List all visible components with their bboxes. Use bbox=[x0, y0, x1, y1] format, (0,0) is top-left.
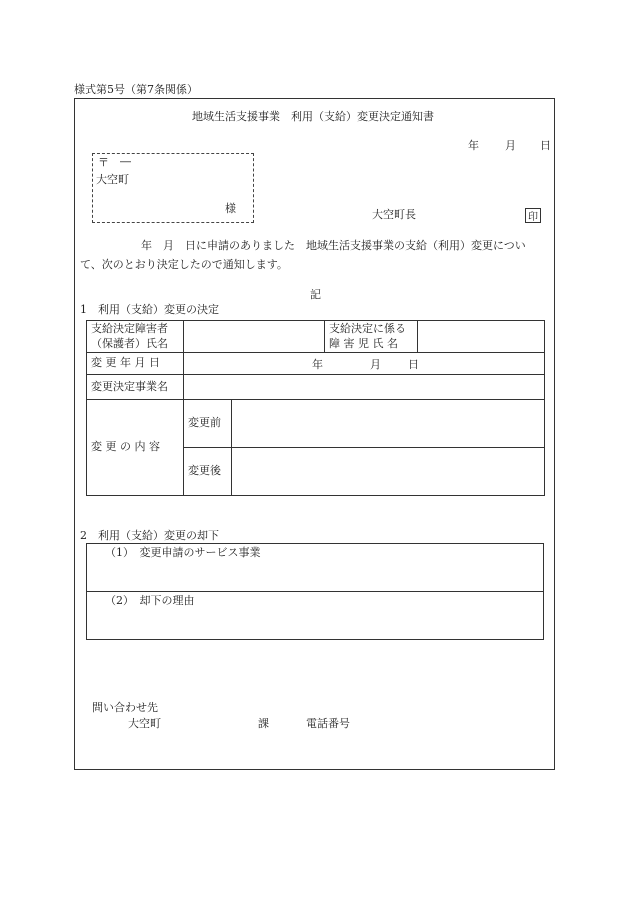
recipient-name-field[interactable] bbox=[184, 321, 325, 353]
body-text-line2: て、次のとおり決定したので通知します。 bbox=[80, 258, 288, 271]
before-change-field[interactable] bbox=[232, 400, 545, 448]
section2-heading: 2 利用（支給）変更の却下 bbox=[80, 529, 219, 542]
issuer-name: 大空町長 bbox=[372, 208, 416, 221]
addressee-honorific: 様 bbox=[225, 202, 236, 215]
change-content-label: 変 更 の 内 容 bbox=[87, 400, 184, 496]
rejected-service-field[interactable]: （1） 変更申請のサービス事業 bbox=[87, 544, 544, 592]
child-name-label: 支給決定に係る 障 害 児 氏 名 bbox=[325, 321, 418, 353]
recipient-name-label: 支給決定障害者 （保護者）氏名 bbox=[87, 321, 184, 353]
change-date-label: 変 更 年 月 日 bbox=[87, 353, 184, 375]
date-month: 月 bbox=[505, 139, 516, 152]
project-name-label: 変更決定事業名 bbox=[87, 375, 184, 400]
child-name-field[interactable] bbox=[418, 321, 545, 353]
after-change-field[interactable] bbox=[232, 448, 545, 496]
rejection-table bbox=[86, 543, 544, 640]
postal-mark: 〒 bbox=[98, 156, 109, 169]
after-change-label: 変更後 bbox=[184, 448, 232, 496]
change-date-field[interactable]: 年 月 日 bbox=[184, 353, 545, 375]
contact-section: 課 bbox=[258, 717, 269, 730]
postal-dash: ― bbox=[120, 155, 131, 168]
document-title: 地域生活支援事業 利用（支給）変更決定通知書 bbox=[192, 110, 434, 123]
section1-heading: 1 利用（支給）変更の決定 bbox=[80, 303, 219, 316]
contact-phone: 電話番号 bbox=[306, 717, 350, 730]
contact-town: 大空町 bbox=[128, 717, 161, 730]
rejection-reason-field[interactable]: （2） 却下の理由 bbox=[87, 592, 544, 640]
date-day: 日 bbox=[540, 139, 551, 152]
address-town: 大空町 bbox=[96, 173, 129, 186]
project-name-field[interactable] bbox=[184, 375, 545, 400]
before-change-label: 変更前 bbox=[184, 400, 232, 448]
ki-heading: 記 bbox=[310, 288, 321, 301]
body-text-line1: 年 月 日に申請のありました 地域生活支援事業の支給（利用）変更につい bbox=[141, 239, 526, 252]
form-number: 様式第5号（第7条関係） bbox=[74, 83, 198, 96]
decision-table bbox=[86, 320, 545, 496]
contact-heading: 問い合わせ先 bbox=[92, 701, 158, 714]
date-year: 年 bbox=[468, 139, 479, 152]
seal-mark: 印 bbox=[525, 208, 541, 223]
